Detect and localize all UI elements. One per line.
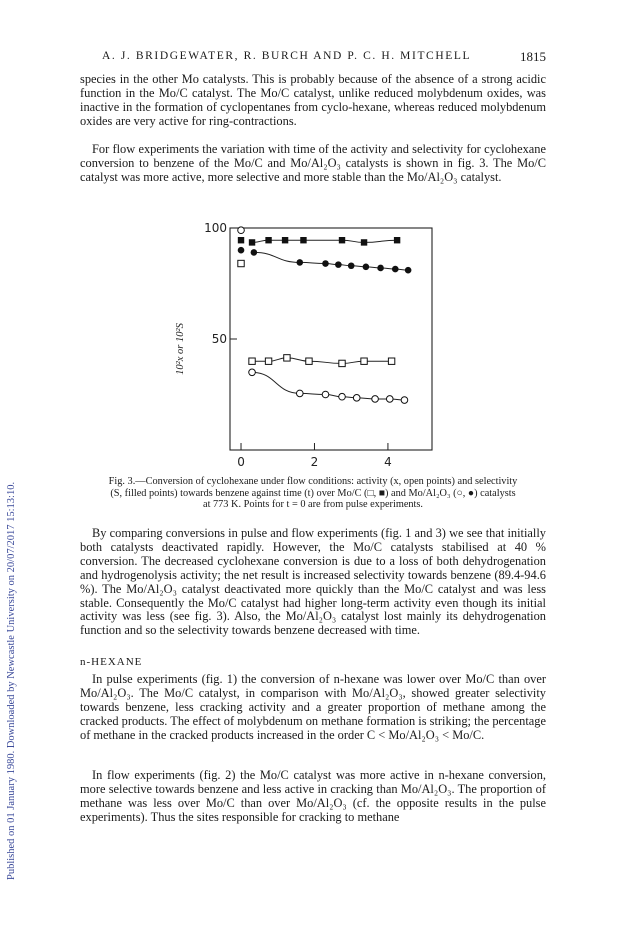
point-open-square xyxy=(388,358,394,364)
plot-frame xyxy=(230,228,432,450)
caption-line-3: at 773 K. Points for t = 0 are from pulse experiments. xyxy=(203,499,423,511)
point-open-circle xyxy=(238,227,245,234)
x-tick-label: 0 xyxy=(237,455,245,469)
header-authors: A. J. BRIDGEWATER, R. BURCH AND P. C. H. MITCHELL xyxy=(102,50,472,62)
point-open-circle xyxy=(296,390,303,397)
point-open-circle xyxy=(401,397,408,404)
point-open-circle xyxy=(339,393,346,400)
paragraph-3-text: By comparing conversions in pulse and flow experiments (fig. 1 and 3) we see that initially both catalysts deactivated rapidly. However, the Mo/C catalysts stabilised at 40 % conversion. The decreased cyclohexane conversion is due to a loss of both dehydrogenation and hydrogenolysis activity; the net result is increased selectivity towards benzene (89.4-94.6 %). The Mo/Al₂O₃ catalyst deactivated more quickly than the Mo/C catalyst and was less stable. Consequently the Mo/C catalyst had higher long-term activity even though its initial activity was less (see fig. 3). Also, the Mo/Al₂O₃ catalyst lost mainly its dehydrogenation function and so the selectivity towards benzene decreased with time. xyxy=(80,526,546,638)
point-filled-circle xyxy=(392,266,399,273)
point-filled-square xyxy=(339,237,345,243)
paragraph-2 xyxy=(80,143,546,185)
point-open-circle xyxy=(372,396,379,403)
point-filled-square xyxy=(282,237,288,243)
point-filled-circle xyxy=(296,259,303,266)
point-open-circle xyxy=(386,396,393,403)
y-tick-label: 50 xyxy=(211,332,227,346)
paragraph-1 xyxy=(80,73,546,129)
y-axis-label: 10²x or 10²S xyxy=(175,323,186,375)
point-open-square xyxy=(265,358,271,364)
point-open-circle xyxy=(322,391,329,398)
paragraph-2-text: For flow experiments the variation with time of the activity and selectivity for cyclohexane conversion to benzene of the Mo/C and Mo/Al₂O₃ catalysts is shown in fig. 3. The Mo/C catalyst was more active, more selective and more stable than the Mo/Al₂O₃ catalyst. xyxy=(80,142,546,184)
point-filled-square xyxy=(249,239,255,245)
point-open-circle xyxy=(353,395,360,402)
download-notice-text: Published on 01 January 1980. Downloaded by Newcastle University on 20/07/2017 15:13:10. xyxy=(6,481,17,880)
paragraph-4-text: In pulse experiments (fig. 1) the conversion of n-hexane was lower over Mo/C than over Mo/Al₂O₃. The Mo/C catalyst, in comparison with Mo/Al₂O₃, showed greater selectivity towards benzene, less cracking activity and a greater proportion of methane among the cracked products. The effect of molybdenum on methane formation is striking; the percentage of methane in the cracked products increased in the order C < Mo/Al₂O₃ < Mo/C. xyxy=(80,672,546,742)
section-heading: n-HEXANE xyxy=(80,656,143,668)
point-filled-circle xyxy=(322,260,329,267)
point-filled-square xyxy=(394,237,400,243)
caption-line-1: Fig. 3.—Conversion of cyclohexane under flow conditions: activity (x, open points) and selectivity xyxy=(108,476,518,487)
point-filled-circle xyxy=(251,249,258,256)
point-filled-circle xyxy=(377,265,384,272)
paragraph-5-text: In flow experiments (fig. 2) the Mo/C catalyst was more active in n-hexane conversion, more selective towards benzene and less active in cracking than Mo/Al₂O₃. The proportion of methane was less over Mo/C than over Mo/Al₂O₃ (cf. the opposite results in the pulse experiments). Thus the sites responsible for cracking to methane xyxy=(80,768,546,824)
series-line-open-square xyxy=(252,358,392,364)
x-tick-label: 2 xyxy=(310,455,319,469)
point-filled-circle xyxy=(363,264,370,271)
point-filled-square xyxy=(300,237,306,243)
paragraph-1-text: species in the other Mo catalysts. This is probably because of the absence of a strong acidic function in the Mo/C catalyst. The Mo/C catalyst, unlike reduced molybdenum oxides, was inactive in the formation of cyclopentanes from cyclo-hexane, whereas reduced molybdenum oxides are very active for ring-contractions. xyxy=(80,72,546,128)
point-open-circle xyxy=(249,369,256,376)
point-filled-square xyxy=(238,237,244,243)
point-filled-square xyxy=(361,239,367,245)
paragraph-3 xyxy=(80,527,546,638)
point-filled-circle xyxy=(335,261,342,268)
point-filled-square xyxy=(265,237,271,243)
point-filled-circle xyxy=(405,267,412,274)
series-line-filled-square xyxy=(252,240,397,242)
point-open-square xyxy=(306,358,312,364)
series-line-filled-circle xyxy=(254,252,408,270)
figure-3-chart xyxy=(150,200,470,470)
point-open-square xyxy=(284,355,290,361)
figure-caption xyxy=(80,476,546,511)
x-tick-label: 4 xyxy=(384,455,392,469)
point-open-square xyxy=(339,360,345,366)
paragraph-5 xyxy=(80,769,546,825)
point-filled-circle xyxy=(348,262,355,269)
point-filled-circle xyxy=(238,247,245,254)
point-open-square xyxy=(238,260,244,266)
page-number: 1815 xyxy=(520,49,546,64)
caption-line-2: (S, filled points) towards benzene against time (t) over Mo/C (□, ■) and Mo/Al₂O₃ (○, ●) catalysts xyxy=(110,487,516,499)
y-tick-label: 100 xyxy=(204,221,227,235)
paragraph-4 xyxy=(80,673,546,743)
point-open-square xyxy=(249,358,255,364)
point-open-square xyxy=(361,358,367,364)
